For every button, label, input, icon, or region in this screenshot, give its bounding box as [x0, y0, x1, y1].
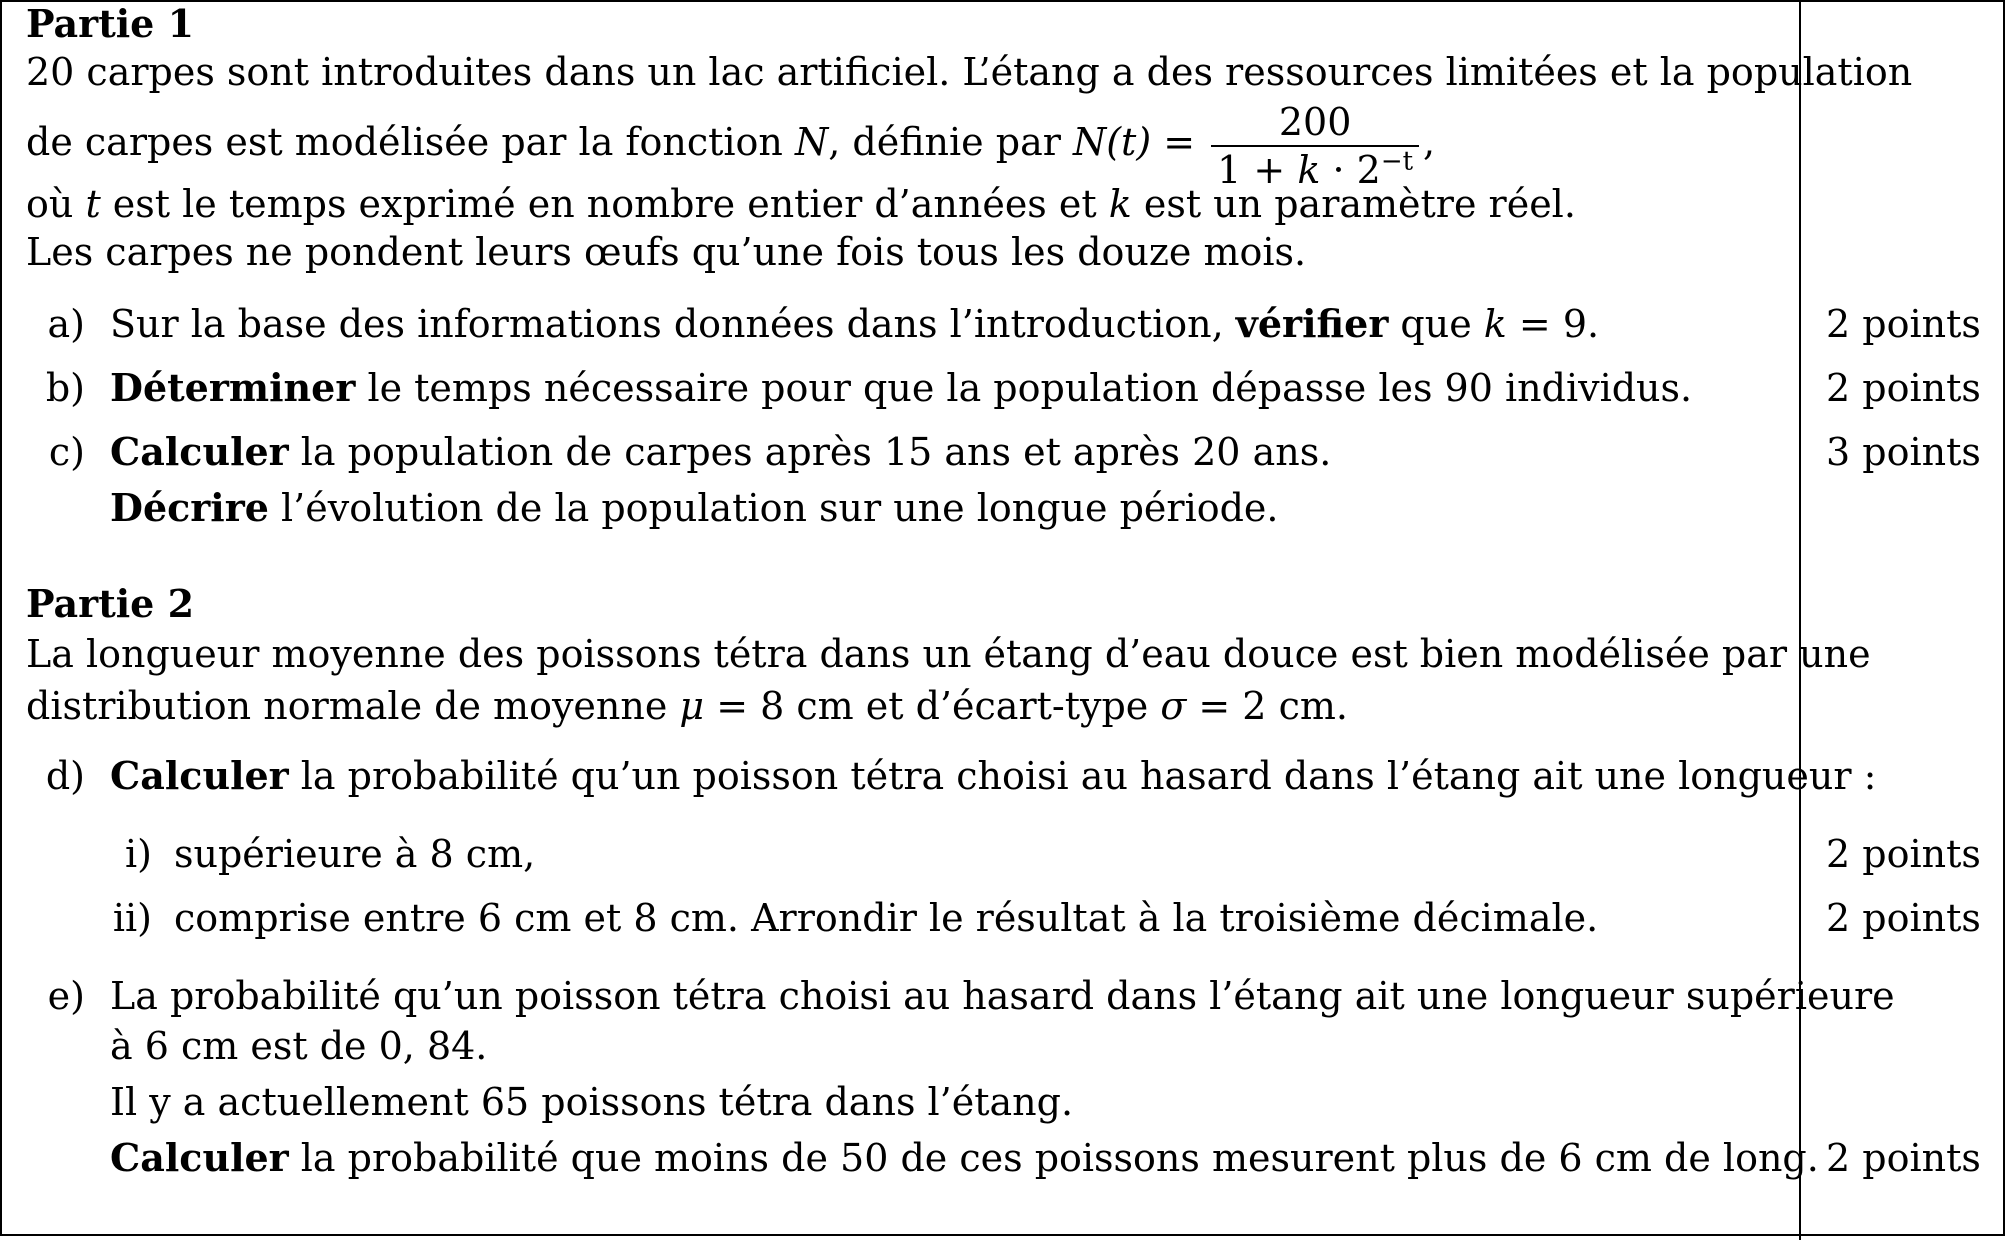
question-b-label: b) — [45, 366, 85, 410]
question-e-points: 2 points — [1826, 1136, 1981, 1180]
question-b-points: 2 points — [1826, 366, 1981, 410]
question-b-text: Déterminer le temps nécessaire pour que la population dépasse les 90 individus. — [110, 365, 1693, 410]
question-d-i-label: i) — [125, 832, 152, 876]
question-a-points: 2 points — [1826, 302, 1981, 346]
fraction-denominator: $1 + k \cdot 2^{-t}$ — [1217, 145, 1414, 192]
question-d-i-text: supérieure à 8 cm, — [174, 832, 536, 876]
question-e-label: e) — [47, 974, 85, 1018]
points-column-divider — [1799, 0, 1801, 1240]
part1-intro-line1: 20 carpes sont introduites dans un lac artificiel. L’étang a des ressources limitées et la population — [26, 50, 1913, 94]
question-e-line1: La probabilité qu’un poisson tétra choisi au hasard dans l’étang ait une longueur supérieure — [110, 974, 1895, 1018]
part1-intro-line2: de carpes est modélisée par la fonction N, définie par N(t) = $\frac{200}{1 + k \cdot 2^{-t}}$ , — [26, 99, 1436, 192]
part2-intro-line2: distribution normale de moyenne μ = 8 cm et d’écart-type σ = 2 cm. — [26, 684, 1348, 728]
question-e-line2: à 6 cm est de 0, 84. — [110, 1024, 488, 1068]
model-fraction — [1211, 99, 1419, 193]
part1-intro-line3: où t est le temps exprimé en nombre entier d’années et k est un paramètre réel. — [26, 182, 1576, 226]
question-d-ii-points: 2 points — [1826, 896, 1981, 940]
question-d-label: d) — [45, 754, 85, 798]
question-d-ii-label: ii) — [112, 896, 152, 940]
part2-intro-line1: La longueur moyenne des poissons tétra dans un étang d’eau douce est bien modélisée par une — [26, 632, 1871, 676]
question-d-text: Calculer la probabilité qu’un poisson tétra choisi au hasard dans l’étang ait une longueur : — [110, 753, 1877, 798]
question-a-label: a) — [47, 302, 85, 346]
question-e-line3: Il y a actuellement 65 poissons tétra dans l’étang. — [110, 1080, 1074, 1124]
question-d-ii-text: comprise entre 6 cm et 8 cm. Arrondir le résultat à la troisième décimale. — [174, 896, 1599, 940]
question-e-line4: Calculer la probabilité que moins de 50 de ces poissons mesurent plus de 6 cm de long. — [110, 1135, 1819, 1180]
question-c-text2: Décrire l’évolution de la population sur une longue période. — [110, 485, 1279, 530]
question-c-label: c) — [48, 430, 85, 474]
question-c-points: 3 points — [1826, 430, 1981, 474]
part1-title: Partie 1 — [26, 1, 195, 46]
fraction-numerator: 200 — [1211, 99, 1419, 147]
question-d-i-points: 2 points — [1826, 832, 1981, 876]
part2-title: Partie 2 — [26, 581, 195, 626]
question-a-text: Sur la base des informations données dans l’introduction, vérifier que k = 9. — [110, 301, 1600, 346]
question-c-text: Calculer la population de carpes après 15 ans et après 20 ans. — [110, 429, 1332, 474]
part1-intro-line4: Les carpes ne pondent leurs œufs qu’une fois tous les douze mois. — [26, 230, 1307, 274]
